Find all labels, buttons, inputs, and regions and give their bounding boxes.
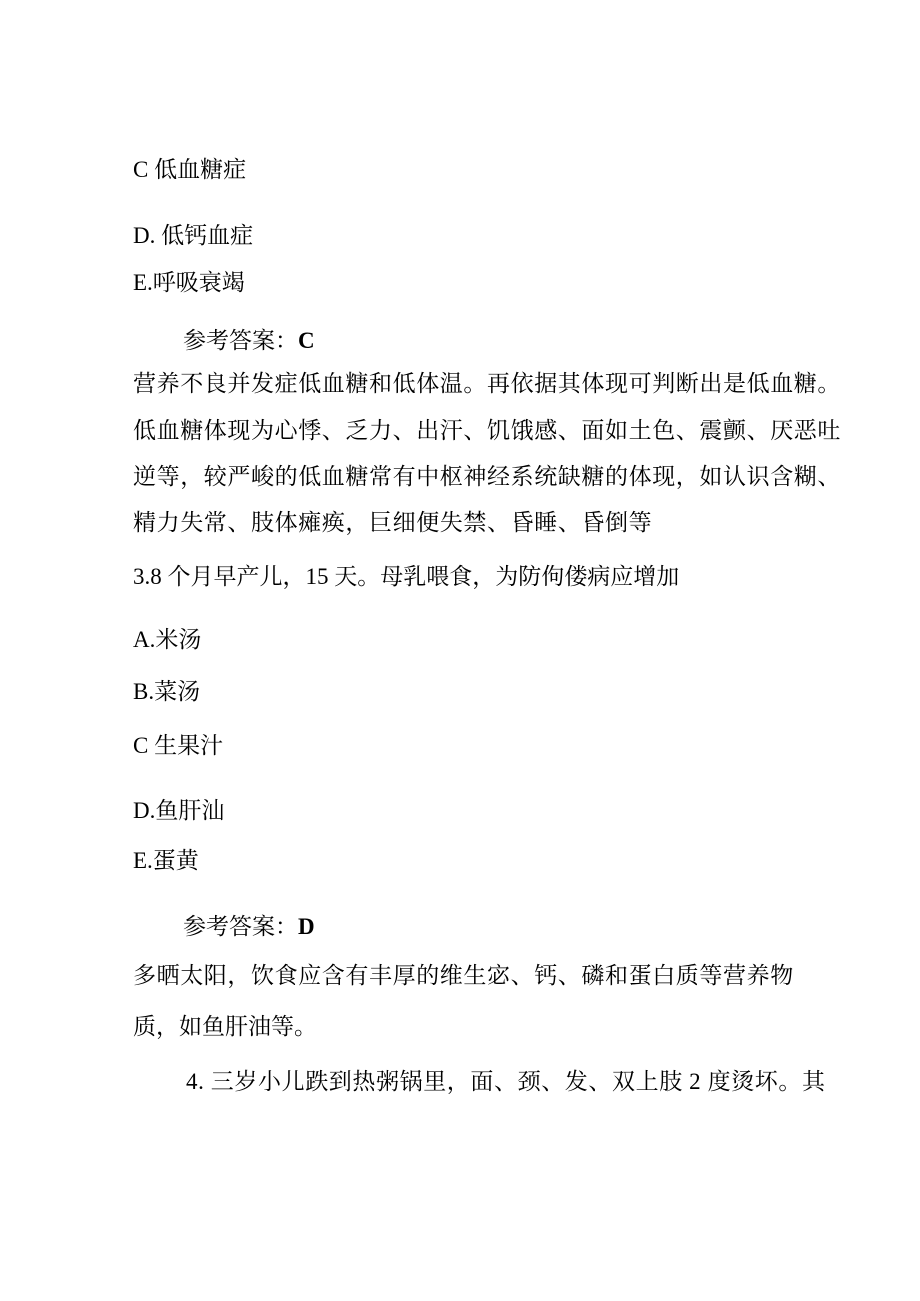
- answer-label: 参考答案：: [183, 328, 298, 353]
- q3-explanation-line-1: 多晒太阳，饮食应含有丰厚的维生宓、钙、磷和蛋白质等营养物: [133, 963, 794, 988]
- q3-option-e: E.蛋黄: [133, 848, 199, 873]
- q2-explanation-line-3: 逆等，较严峻的低血糖常有中枢神经系统缺糖的体现，如认识含糊、: [133, 464, 841, 489]
- q2-explanation-line-4: 精力失常、肢体瘫痪，巨细便失禁、昏睡、昏倒等: [133, 510, 653, 535]
- q4-question: 4. 三岁小儿跌到热粥锅里，面、颈、发、双上肢 2 度烫坏。其: [186, 1069, 826, 1094]
- q3-explanation-line-2: 质，如鱼肝油等。: [133, 1014, 317, 1039]
- answer-value: D: [298, 914, 315, 939]
- answer-label: 参考答案：: [183, 914, 298, 939]
- q3-option-c: C 生果汁: [133, 733, 224, 758]
- q2-option-c: C 低血糖症: [133, 157, 247, 182]
- q2-answer: [183, 326, 315, 356]
- q2-explanation-line-2: 低血糖体现为心悸、乏力、出汗、饥饿感、面如土色、震颤、厌恶吐: [133, 418, 841, 443]
- q2-option-e: E.呼吸衰竭: [133, 270, 245, 295]
- answer-value: C: [298, 328, 315, 353]
- q3-option-a: A.米汤: [133, 627, 202, 652]
- q2-option-d: D. 低钙血症: [133, 223, 254, 248]
- q3-option-b: B.菜汤: [133, 679, 201, 704]
- q3-question: 3.8 个月早产儿，15 天。母乳喂食，为防佝偻病应增加: [133, 564, 680, 589]
- q3-option-d: D.鱼肝汕: [133, 798, 225, 823]
- q2-explanation-line-1: 营养不良并发症低血糖和低体温。再依据其体现可判断出是低血糖。: [133, 371, 841, 396]
- q3-answer: [183, 912, 315, 942]
